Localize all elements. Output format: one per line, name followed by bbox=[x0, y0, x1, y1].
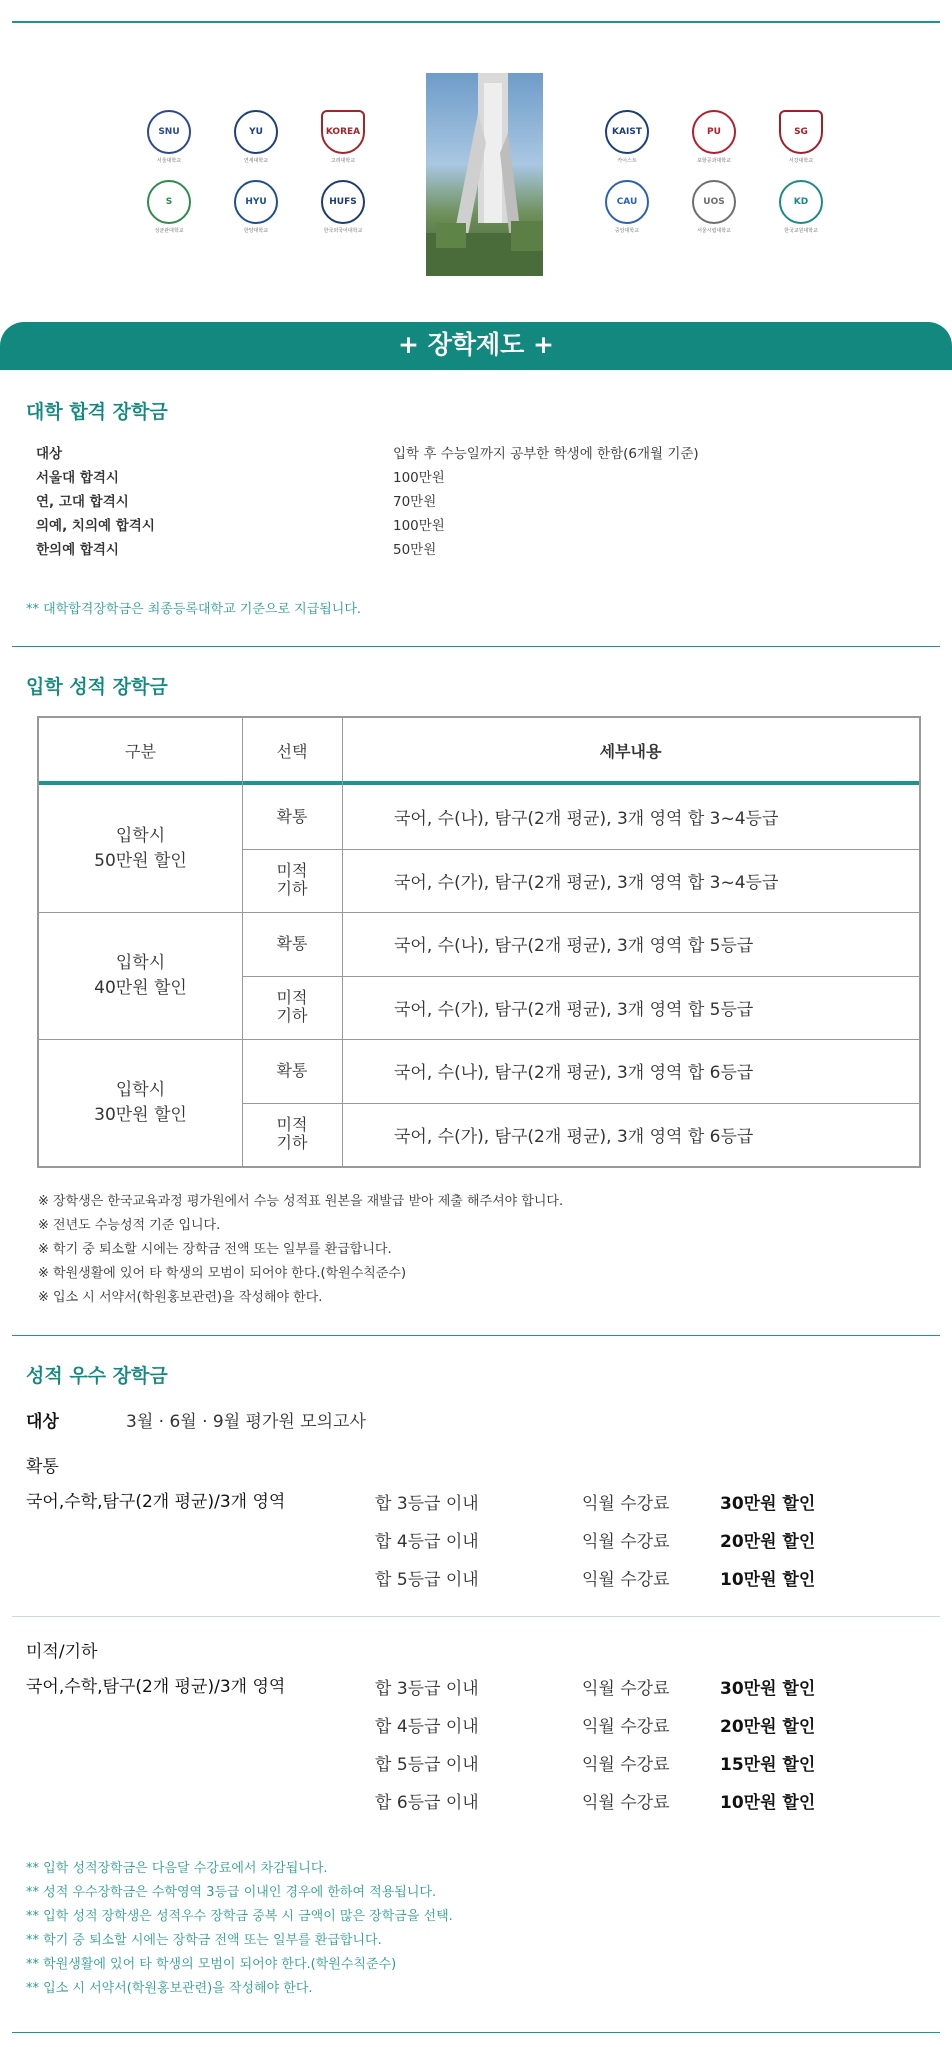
detail-cell: 국어, 수(가), 탐구(2개 평균), 3개 영역 합 3~4등급 bbox=[394, 872, 779, 893]
university-caption: 고려대학교 bbox=[330, 158, 356, 164]
discount-group-label bbox=[39, 785, 242, 912]
admission-row-label: 의예, 치의예 합격시 bbox=[36, 518, 155, 534]
university-logo bbox=[597, 180, 657, 234]
entrance-note: ※ 입소 시 서약서(학원홍보관련)을 작성해야 한다. bbox=[38, 1290, 323, 1305]
university-caption: 연세대학교 bbox=[243, 158, 269, 164]
discount-label-line: 50만원 할인 bbox=[94, 850, 187, 871]
merit-target-value: 3월 · 6월 · 9월 평가원 모의고사 bbox=[126, 1412, 366, 1432]
entrance-note: ※ 학기 중 퇴소할 시에는 장학금 전액 또는 일부를 환급합니다. bbox=[38, 1242, 392, 1257]
university-emblem-icon: S bbox=[147, 180, 191, 224]
select-cell: 미적 기하 bbox=[276, 988, 308, 1026]
select-cell: 확통 bbox=[276, 1060, 308, 1080]
merit-grade: 합 5등급 이내 bbox=[375, 1755, 479, 1775]
discount-label-line: 입학시 bbox=[115, 952, 166, 973]
detail-cell: 국어, 수(나), 탐구(2개 평균), 3개 영역 합 3~4등급 bbox=[394, 809, 779, 830]
university-logo bbox=[684, 180, 744, 234]
entrance-note: ※ 전년도 수능성적 기준 입니다. bbox=[38, 1218, 221, 1233]
merit-fee: 익월 수강료 bbox=[582, 1570, 670, 1590]
select-cell: 확통 bbox=[276, 933, 308, 953]
select-cell: 미적 기하 bbox=[276, 861, 308, 899]
merit-note: ** 학원생활에 있어 타 학생의 모범이 되어야 한다.(학원수칙준수) bbox=[26, 1957, 397, 1972]
merit-grade: 합 3등급 이내 bbox=[375, 1494, 479, 1514]
university-logo bbox=[139, 110, 199, 164]
entrance-note: ※ 학원생활에 있어 타 학생의 모범이 되어야 한다.(학원수칙준수) bbox=[38, 1266, 407, 1281]
merit-target-label: 대상 bbox=[26, 1412, 59, 1432]
admission-row-value: 70만원 bbox=[393, 494, 437, 510]
university-caption: 서강대학교 bbox=[788, 158, 814, 164]
university-logo bbox=[771, 180, 831, 234]
merit-grade: 합 5등급 이내 bbox=[375, 1570, 479, 1590]
university-caption: 포항공과대학교 bbox=[697, 158, 731, 164]
university-logo bbox=[313, 180, 373, 234]
university-logo bbox=[597, 110, 657, 164]
university-caption: 성균관대학교 bbox=[154, 228, 184, 234]
university-emblem-icon: PU bbox=[692, 110, 736, 154]
university-emblem-icon: KAIST bbox=[605, 110, 649, 154]
university-logo bbox=[139, 180, 199, 234]
merit-grade: 합 3등급 이내 bbox=[375, 1679, 479, 1699]
merit-grade: 합 4등급 이내 bbox=[375, 1532, 479, 1552]
merit-grade: 합 6등급 이내 bbox=[375, 1793, 479, 1813]
merit-group-subject: 국어,수학,탐구(2개 평균)/3개 영역 bbox=[26, 1677, 286, 1697]
university-logo bbox=[771, 110, 831, 164]
merit-grade: 합 4등급 이내 bbox=[375, 1717, 479, 1737]
university-logo bbox=[226, 180, 286, 234]
university-emblem-icon: SNU bbox=[147, 110, 191, 154]
merit-note: ** 입학 성적장학금은 다음달 수강료에서 차감됩니다. bbox=[26, 1861, 328, 1876]
discount-label-line: 입학시 bbox=[115, 1079, 166, 1100]
discount-label-line: 30만원 할인 bbox=[94, 1104, 187, 1125]
merit-fee: 익월 수강료 bbox=[582, 1532, 670, 1552]
merit-note: ** 학기 중 퇴소할 시에는 장학금 전액 또는 일부를 환급합니다. bbox=[26, 1933, 382, 1948]
top-divider bbox=[12, 21, 940, 23]
admission-row-value: 100만원 bbox=[393, 470, 445, 486]
admission-row-label: 대상 bbox=[36, 446, 63, 462]
university-logo bbox=[313, 110, 373, 164]
university-caption: 한국외국어대학교 bbox=[323, 228, 363, 234]
detail-cell: 국어, 수(나), 탐구(2개 평균), 3개 영역 합 5등급 bbox=[394, 936, 754, 957]
merit-note: ** 성적 우수장학금은 수학영역 3등급 이내인 경우에 한하여 적용됩니다. bbox=[26, 1885, 437, 1900]
merit-discount: 30만원 할인 bbox=[720, 1679, 816, 1699]
university-emblem-icon: HUFS bbox=[321, 180, 365, 224]
merit-fee: 익월 수강료 bbox=[582, 1717, 670, 1737]
university-emblem-icon: KOREA bbox=[321, 110, 365, 154]
merit-fee: 익월 수강료 bbox=[582, 1755, 670, 1775]
merit-discount: 30만원 할인 bbox=[720, 1494, 816, 1514]
detail-cell: 국어, 수(나), 탐구(2개 평균), 3개 영역 합 6등급 bbox=[394, 1063, 754, 1084]
campus-tower-icon bbox=[426, 73, 543, 276]
admission-row-label: 연, 고대 합격시 bbox=[36, 494, 129, 510]
merit-group-name: 확통 bbox=[26, 1457, 59, 1477]
university-emblem-icon: CAU bbox=[605, 180, 649, 224]
merit-note: ** 입소 시 서약서(학원홍보관련)을 작성해야 한다. bbox=[26, 1981, 313, 1996]
table-header-cell: 선택 bbox=[276, 741, 308, 761]
admission-note: ** 대학합격장학금은 최종등록대학교 기준으로 지급됩니다. bbox=[26, 602, 362, 617]
merit-discount: 20만원 할인 bbox=[720, 1532, 816, 1552]
admission-scholarship-title: 대학 합격 장학금 bbox=[26, 401, 168, 423]
merit-discount: 20만원 할인 bbox=[720, 1717, 816, 1737]
detail-cell: 국어, 수(가), 탐구(2개 평균), 3개 영역 합 5등급 bbox=[394, 999, 754, 1020]
entrance-scholarship-table bbox=[37, 716, 921, 1168]
merit-fee: 익월 수강료 bbox=[582, 1679, 670, 1699]
merit-discount: 10만원 할인 bbox=[720, 1570, 816, 1590]
detail-cell: 국어, 수(가), 탐구(2개 평균), 3개 영역 합 6등급 bbox=[394, 1126, 754, 1147]
university-caption: 카이스트 bbox=[617, 158, 637, 164]
admission-row-label: 한의예 합격시 bbox=[36, 542, 119, 558]
merit-discount: 10만원 할인 bbox=[720, 1793, 816, 1813]
university-caption: 서울대학교 bbox=[156, 158, 182, 164]
university-caption: 중앙대학교 bbox=[614, 228, 640, 234]
section-divider-2 bbox=[12, 1335, 940, 1336]
banner-underline bbox=[0, 367, 952, 370]
admission-row-value: 입학 후 수능일까지 공부한 학생에 한함(6개월 기준) bbox=[393, 446, 699, 462]
university-caption: 한국교원대학교 bbox=[784, 228, 818, 234]
university-emblem-icon: KD bbox=[779, 180, 823, 224]
bottom-divider bbox=[12, 2032, 940, 2033]
merit-fee: 익월 수강료 bbox=[582, 1494, 670, 1514]
table-header-cell: 세부내용 bbox=[599, 741, 662, 761]
university-emblem-icon: UOS bbox=[692, 180, 736, 224]
discount-label-line: 40만원 할인 bbox=[94, 977, 187, 998]
admission-row-label: 서울대 합격시 bbox=[36, 470, 119, 486]
university-logo bbox=[684, 110, 744, 164]
university-caption: 한양대학교 bbox=[243, 228, 269, 234]
merit-group-name: 미적/기하 bbox=[26, 1642, 98, 1662]
university-caption: 서울시립대학교 bbox=[697, 228, 731, 234]
entrance-scholarship-title: 입학 성적 장학금 bbox=[26, 676, 168, 698]
university-emblem-icon: HYU bbox=[234, 180, 278, 224]
discount-group-label bbox=[39, 1039, 242, 1166]
table-header-cell: 구분 bbox=[125, 741, 156, 761]
select-cell: 미적 기하 bbox=[276, 1115, 308, 1153]
entrance-note: ※ 장학생은 한국교육과정 평가원에서 수능 성적표 원본을 재발급 받아 제출 해주셔야 합니다. bbox=[38, 1194, 564, 1209]
merit-discount: 15만원 할인 bbox=[720, 1755, 816, 1775]
university-emblem-icon: SG bbox=[779, 110, 823, 154]
campus-tower-photo bbox=[426, 73, 543, 276]
university-logo bbox=[226, 110, 286, 164]
merit-note: ** 입학 성적 장학생은 성적우수 장학금 중복 시 금액이 많은 장학금을 선택. bbox=[26, 1909, 453, 1924]
select-cell: 확통 bbox=[276, 806, 308, 826]
admission-row-value: 50만원 bbox=[393, 542, 437, 558]
merit-divider bbox=[12, 1616, 940, 1617]
discount-group-label bbox=[39, 912, 242, 1039]
discount-label-line: 입학시 bbox=[115, 825, 166, 846]
merit-group-subject: 국어,수학,탐구(2개 평균)/3개 영역 bbox=[26, 1492, 286, 1512]
merit-scholarship-title: 성적 우수 장학금 bbox=[26, 1365, 168, 1387]
merit-fee: 익월 수강료 bbox=[582, 1793, 670, 1813]
scholarship-banner: + 장학제도 + bbox=[0, 322, 952, 368]
admission-row-value: 100만원 bbox=[393, 518, 445, 534]
section-divider-1 bbox=[12, 646, 940, 647]
university-emblem-icon: YU bbox=[234, 110, 278, 154]
